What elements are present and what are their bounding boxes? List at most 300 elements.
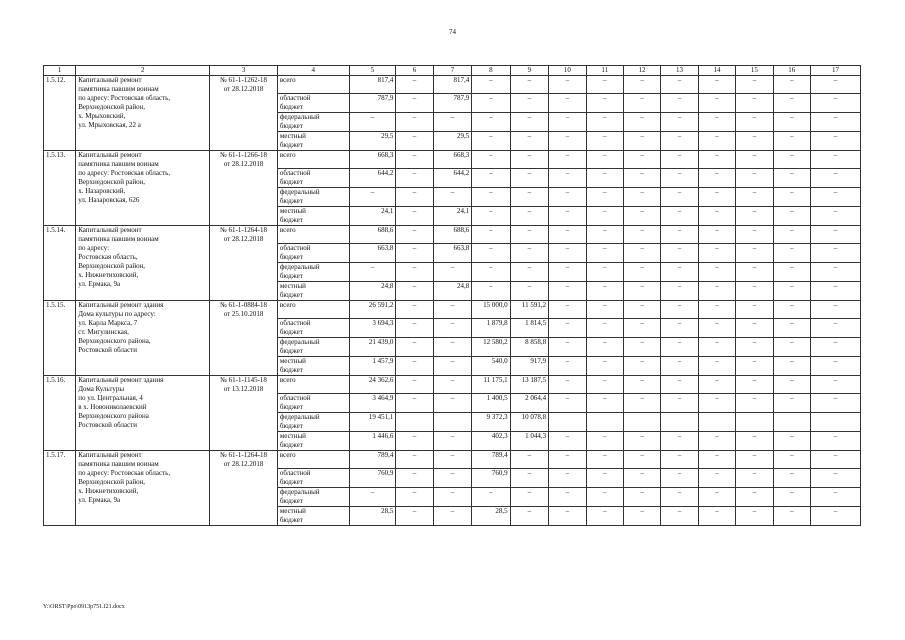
value-cell: 2 064,4 — [510, 394, 548, 413]
funding-source-line: бюджет — [279, 347, 303, 355]
value-cell: – — [586, 507, 623, 526]
value-cell: – — [433, 394, 471, 413]
item-name-line: Верхнедонской район, — [78, 178, 146, 186]
funding-source-line: бюджет — [279, 141, 303, 149]
value-cell: – — [549, 338, 586, 357]
value-cell: 644,2 — [433, 169, 471, 188]
item-name-line: памятника павшим воинам — [78, 460, 159, 468]
value-cell: – — [661, 357, 698, 376]
column-header: 16 — [773, 66, 810, 76]
value-cell: – — [549, 376, 586, 394]
value-cell: – — [510, 507, 548, 526]
funding-source-line: бюджет — [279, 366, 303, 374]
item-document — [210, 76, 278, 151]
value-cell: – — [773, 113, 810, 132]
funding-source-line: областной — [279, 169, 311, 177]
value-cell: 817,4 — [349, 76, 396, 94]
value-cell: – — [661, 394, 698, 413]
value-cell: – — [810, 394, 860, 413]
value-cell: – — [396, 469, 433, 488]
value-cell: – — [698, 319, 735, 338]
funding-source-line: бюджет — [279, 103, 303, 111]
funding-source — [277, 207, 349, 226]
value-cell: – — [773, 394, 810, 413]
value-cell: – — [349, 113, 396, 132]
value-cell: – — [549, 488, 586, 507]
item-name — [76, 301, 210, 376]
item-name-line: по ул. Центральная, 4 — [78, 394, 143, 402]
value-cell: – — [698, 188, 735, 207]
funding-source — [277, 394, 349, 413]
item-name-line: Верхнедонской район, — [78, 478, 146, 486]
value-cell: – — [586, 188, 623, 207]
value-cell: – — [472, 244, 510, 263]
value-cell: – — [698, 94, 735, 113]
value-cell: – — [549, 394, 586, 413]
column-header: 4 — [277, 66, 349, 76]
value-cell: – — [396, 282, 433, 301]
value-cell: – — [472, 207, 510, 226]
value-cell: – — [549, 132, 586, 151]
value-cell: 29,5 — [433, 132, 471, 151]
value-cell: – — [510, 263, 548, 282]
value-cell: – — [396, 76, 433, 94]
value-cell: 1 044,3 — [510, 432, 548, 451]
funding-source — [277, 301, 349, 319]
value-cell: – — [396, 507, 433, 526]
value-cell: – — [810, 376, 860, 394]
column-header: 17 — [810, 66, 860, 76]
funding-source-line: бюджет — [279, 516, 303, 524]
value-cell — [586, 413, 623, 432]
value-cell: – — [586, 94, 623, 113]
value-cell: – — [586, 151, 623, 169]
item-name — [76, 76, 210, 151]
column-header: 1 — [44, 66, 76, 76]
value-cell: – — [349, 188, 396, 207]
value-cell: 9 372,3 — [472, 413, 510, 432]
funding-source-line: всего — [279, 376, 296, 384]
value-cell: – — [698, 169, 735, 188]
value-cell: – — [773, 319, 810, 338]
value-cell: – — [661, 113, 698, 132]
item-document-line: № 61-1-1266-18 — [220, 151, 268, 159]
value-cell: – — [396, 394, 433, 413]
value-cell: – — [736, 376, 773, 394]
value-cell: – — [510, 226, 548, 244]
value-cell: – — [773, 357, 810, 376]
value-cell: – — [623, 301, 660, 319]
item-name-line: Капитальный ремонт здания — [78, 301, 164, 309]
value-cell: – — [549, 113, 586, 132]
funding-source — [277, 507, 349, 526]
value-cell: – — [623, 263, 660, 282]
funding-source-line: местный — [279, 132, 306, 140]
value-cell: 19 451,1 — [349, 413, 396, 432]
funding-source — [277, 113, 349, 132]
item-name-line: по адресу: — [78, 244, 110, 252]
item-name — [76, 376, 210, 451]
column-header: 11 — [586, 66, 623, 76]
value-cell: – — [698, 338, 735, 357]
item-name-line: Верхнедонской район, — [78, 103, 146, 111]
value-cell: – — [586, 282, 623, 301]
value-cell: – — [586, 301, 623, 319]
item-document — [210, 376, 278, 451]
item-name-line: Ростовская область, — [78, 253, 138, 261]
item-name-line: по адресу: Ростовская область, — [78, 169, 171, 177]
value-cell: – — [396, 132, 433, 151]
value-cell: – — [661, 263, 698, 282]
value-cell: – — [698, 507, 735, 526]
value-cell: – — [549, 301, 586, 319]
value-cell: 26 591,2 — [349, 301, 396, 319]
value-cell: – — [396, 338, 433, 357]
column-header: 7 — [433, 66, 471, 76]
value-cell: – — [661, 188, 698, 207]
value-cell: 789,4 — [349, 451, 396, 469]
funding-source-line: всего — [279, 76, 296, 84]
value-cell: – — [773, 376, 810, 394]
funding-source-line: федеральный — [279, 263, 320, 271]
value-cell: – — [623, 432, 660, 451]
value-cell: – — [736, 338, 773, 357]
value-cell: – — [549, 76, 586, 94]
value-cell: 29,5 — [349, 132, 396, 151]
funding-source-line: областной — [279, 94, 311, 102]
funding-source-line: всего — [279, 226, 296, 234]
value-cell: – — [396, 263, 433, 282]
value-cell: – — [773, 338, 810, 357]
value-cell: 28,5 — [472, 507, 510, 526]
value-cell: – — [661, 282, 698, 301]
value-cell: – — [736, 113, 773, 132]
value-cell: – — [586, 394, 623, 413]
value-cell: – — [736, 282, 773, 301]
value-cell: – — [810, 507, 860, 526]
value-cell: – — [736, 244, 773, 263]
value-cell — [773, 413, 810, 432]
value-cell: – — [736, 207, 773, 226]
value-cell: – — [396, 244, 433, 263]
item-name-line: Капитальный ремонт здания — [78, 376, 164, 384]
funding-source — [277, 282, 349, 301]
funding-source — [277, 338, 349, 357]
value-cell: 24 362,6 — [349, 376, 396, 394]
value-cell: – — [549, 282, 586, 301]
column-header: 2 — [76, 66, 210, 76]
value-cell: – — [396, 301, 433, 319]
value-cell: – — [661, 207, 698, 226]
value-cell — [736, 413, 773, 432]
table-row — [44, 451, 861, 469]
funding-source-line: бюджет — [279, 478, 303, 486]
item-name — [76, 151, 210, 226]
item-name-line: Капитальный ремонт — [78, 451, 142, 459]
column-header: 6 — [396, 66, 433, 76]
item-name-line: памятника павшим воинам — [78, 235, 159, 243]
value-cell: – — [586, 451, 623, 469]
funding-source-line: федеральный — [279, 188, 320, 196]
footer-file-path: Y:\ORST\Ppo\0913p751.f21.docx — [43, 604, 125, 610]
value-cell: – — [549, 151, 586, 169]
funding-source-line: местный — [279, 282, 306, 290]
value-cell: – — [472, 488, 510, 507]
value-cell: – — [810, 451, 860, 469]
value-cell: – — [396, 226, 433, 244]
item-document-line: № 61-1-1262-18 — [220, 76, 268, 84]
item-document-line: от 28.12.2018 — [223, 460, 264, 468]
item-number: 1.5.15. — [44, 301, 76, 376]
value-cell: 760,9 — [349, 469, 396, 488]
value-cell: 668,3 — [349, 151, 396, 169]
value-cell: – — [472, 132, 510, 151]
funding-source-line: областной — [279, 244, 311, 252]
funding-source — [277, 469, 349, 488]
value-cell: – — [698, 282, 735, 301]
value-cell: – — [396, 357, 433, 376]
value-cell — [698, 413, 735, 432]
value-cell: – — [586, 113, 623, 132]
value-cell: 8 858,8 — [510, 338, 548, 357]
value-cell: – — [661, 244, 698, 263]
value-cell: 402,3 — [472, 432, 510, 451]
value-cell: – — [510, 76, 548, 94]
column-header: 15 — [736, 66, 773, 76]
funding-source — [277, 451, 349, 469]
value-cell: – — [661, 132, 698, 151]
value-cell: – — [433, 469, 471, 488]
value-cell: – — [396, 432, 433, 451]
value-cell: 917,9 — [510, 357, 548, 376]
value-cell: – — [773, 432, 810, 451]
value-cell: – — [472, 94, 510, 113]
value-cell: – — [433, 319, 471, 338]
value-cell: – — [586, 226, 623, 244]
value-cell: – — [623, 507, 660, 526]
funding-source — [277, 357, 349, 376]
column-header: 5 — [349, 66, 396, 76]
value-cell: – — [396, 94, 433, 113]
funding-source-line: федеральный — [279, 113, 320, 121]
value-cell: – — [349, 263, 396, 282]
value-cell: – — [736, 451, 773, 469]
item-number: 1.5.13. — [44, 151, 76, 226]
value-cell: – — [396, 451, 433, 469]
value-cell: – — [433, 507, 471, 526]
funding-source — [277, 188, 349, 207]
funding-source-line: федеральный — [279, 488, 320, 496]
value-cell: – — [623, 169, 660, 188]
value-cell: – — [661, 376, 698, 394]
value-cell: 21 439,0 — [349, 338, 396, 357]
value-cell: – — [586, 132, 623, 151]
value-cell: – — [433, 263, 471, 282]
funding-source-line: бюджет — [279, 328, 303, 336]
value-cell — [661, 413, 698, 432]
funding-source-line: местный — [279, 207, 306, 215]
value-cell: – — [773, 469, 810, 488]
value-cell: – — [773, 226, 810, 244]
value-cell: – — [661, 76, 698, 94]
value-cell: – — [623, 226, 660, 244]
value-cell: – — [586, 432, 623, 451]
value-cell: – — [510, 244, 548, 263]
funding-source-line: областной — [279, 469, 311, 477]
value-cell: – — [736, 469, 773, 488]
item-name-line: Верхнедонского района, — [78, 337, 151, 345]
value-cell: – — [773, 451, 810, 469]
value-cell: 28,5 — [349, 507, 396, 526]
value-cell: – — [773, 301, 810, 319]
value-cell: – — [433, 357, 471, 376]
value-cell: – — [586, 207, 623, 226]
value-cell: – — [736, 263, 773, 282]
value-cell: – — [810, 357, 860, 376]
value-cell: – — [810, 226, 860, 244]
value-cell: – — [549, 244, 586, 263]
value-cell: – — [472, 76, 510, 94]
item-name-line: Верхнедонской район, — [78, 262, 146, 270]
item-document-line: № 61-1-1264-18 — [220, 226, 268, 234]
value-cell: 787,9 — [349, 94, 396, 113]
value-cell: 787,9 — [433, 94, 471, 113]
value-cell: 663,8 — [433, 244, 471, 263]
value-cell: – — [433, 338, 471, 357]
item-name-line: по адресу: Ростовская область, — [78, 94, 171, 102]
value-cell: – — [349, 488, 396, 507]
table-row — [44, 301, 861, 319]
value-cell — [433, 413, 471, 432]
value-cell: – — [623, 76, 660, 94]
value-cell: – — [736, 432, 773, 451]
value-cell: – — [396, 376, 433, 394]
item-name — [76, 451, 210, 526]
funding-source-line: областной — [279, 394, 311, 402]
item-document-line: № 61-1-0884-18 — [220, 301, 268, 309]
value-cell: – — [586, 319, 623, 338]
value-cell: – — [698, 113, 735, 132]
funding-source-line: областной — [279, 319, 311, 327]
item-name-line: х. Мрыховский, — [78, 112, 126, 120]
value-cell: 540,0 — [472, 357, 510, 376]
value-cell: – — [810, 244, 860, 263]
item-name-line: памятника павшим воинам — [78, 85, 159, 93]
value-cell: – — [549, 451, 586, 469]
item-document-line: № 61-1-1145-18 — [220, 376, 267, 384]
value-cell: – — [736, 132, 773, 151]
value-cell: – — [549, 432, 586, 451]
value-cell: – — [586, 488, 623, 507]
value-cell: 24,1 — [433, 207, 471, 226]
value-cell: – — [510, 188, 548, 207]
value-cell: – — [661, 301, 698, 319]
funding-source-line: бюджет — [279, 197, 303, 205]
value-cell: – — [810, 282, 860, 301]
value-cell: – — [736, 394, 773, 413]
value-cell: – — [810, 113, 860, 132]
value-cell: – — [549, 507, 586, 526]
value-cell: 10 078,8 — [510, 413, 548, 432]
value-cell: – — [698, 207, 735, 226]
value-cell: – — [736, 507, 773, 526]
value-cell: – — [586, 169, 623, 188]
item-number: 1.5.14. — [44, 226, 76, 301]
item-number: 1.5.16. — [44, 376, 76, 451]
value-cell: – — [623, 113, 660, 132]
item-document-line: № 61-1-1264-18 — [220, 451, 268, 459]
value-cell: – — [773, 207, 810, 226]
value-cell: 688,6 — [433, 226, 471, 244]
header-row — [44, 66, 861, 76]
value-cell: 24,8 — [433, 282, 471, 301]
value-cell: – — [698, 376, 735, 394]
value-cell: 11 175,1 — [472, 376, 510, 394]
value-cell: – — [472, 282, 510, 301]
funding-source-line: всего — [279, 301, 296, 309]
value-cell — [396, 413, 433, 432]
value-cell: – — [623, 151, 660, 169]
value-cell: – — [433, 376, 471, 394]
value-cell: 1 457,9 — [349, 357, 396, 376]
value-cell: – — [736, 188, 773, 207]
funding-source-line: федеральный — [279, 338, 320, 346]
item-document-line: от 28.12.2018 — [223, 85, 264, 93]
item-name-line: х. Нижнетиховский, — [78, 271, 139, 279]
value-cell: – — [472, 226, 510, 244]
value-cell: 668,3 — [433, 151, 471, 169]
value-cell: – — [396, 319, 433, 338]
value-cell: – — [510, 207, 548, 226]
value-cell: 1 400,5 — [472, 394, 510, 413]
item-name-line: по адресу: Ростовская область, — [78, 469, 171, 477]
value-cell: – — [698, 394, 735, 413]
value-cell: – — [661, 169, 698, 188]
value-cell: – — [661, 507, 698, 526]
value-cell: – — [810, 469, 860, 488]
value-cell: – — [661, 151, 698, 169]
item-document-line: от 28.12.2018 — [223, 160, 264, 168]
funding-source — [277, 413, 349, 432]
item-name-line: Капитальный ремонт — [78, 226, 142, 234]
item-name-line: ул. Ермака, 9а — [78, 280, 121, 288]
table-row — [44, 76, 861, 94]
value-cell: 3 694,3 — [349, 319, 396, 338]
value-cell: – — [810, 94, 860, 113]
value-cell: – — [810, 432, 860, 451]
value-cell: – — [623, 469, 660, 488]
value-cell: – — [773, 507, 810, 526]
value-cell: 1 446,6 — [349, 432, 396, 451]
value-cell: – — [586, 244, 623, 263]
value-cell: – — [472, 169, 510, 188]
value-cell: 13 187,5 — [510, 376, 548, 394]
item-number: 1.5.17. — [44, 451, 76, 526]
table-row — [44, 226, 861, 244]
item-name-line: памятника павшим воинам — [78, 160, 159, 168]
value-cell: – — [810, 301, 860, 319]
item-document — [210, 301, 278, 376]
item-document-line: от 28.12.2018 — [223, 235, 264, 243]
item-name-line: ул. Назаровская, 626 — [78, 196, 140, 204]
funding-source — [277, 76, 349, 94]
value-cell: – — [773, 488, 810, 507]
value-cell: – — [549, 319, 586, 338]
funding-source — [277, 263, 349, 282]
value-cell: – — [810, 263, 860, 282]
page-number: 74 — [449, 28, 456, 36]
value-cell: – — [623, 244, 660, 263]
